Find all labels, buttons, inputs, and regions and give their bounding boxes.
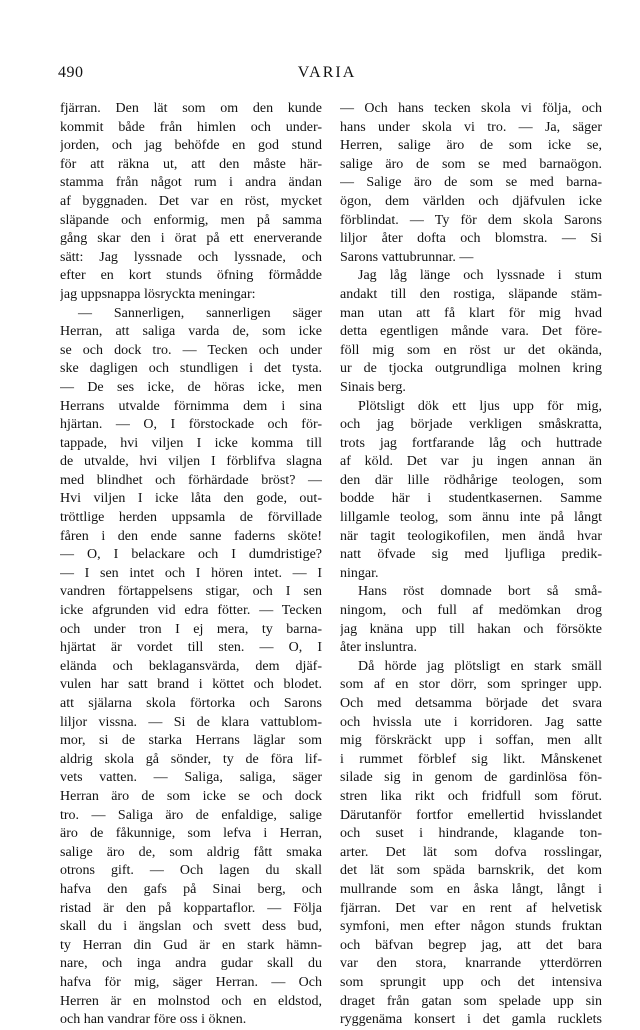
right-column-text-line: — Och hans tecken skola vi följa, och	[340, 101, 602, 116]
right-column-text-line: symfoni, men efter någon stunds fruktan	[340, 919, 602, 935]
left-column-text-line: Herren är en molnstod och en eldstod,	[60, 993, 322, 1009]
right-column-text-line: och suset i hindrande, klagande ton-	[340, 826, 602, 842]
left-text-column	[60, 100, 322, 1030]
left-column-text-line: tappade, hvi viljen I icke komma till	[60, 435, 322, 451]
left-column-text-line: — I sen intet och I hören intet. — I	[60, 565, 322, 581]
left-column-text-line: vets vatten. — Saliga, saliga, säger	[60, 770, 322, 786]
left-column-text-line: liljor vissna. — Si de klara vattublom-	[60, 714, 322, 730]
right-column-text-line: och bäfvan begrep jag, att det bara	[340, 937, 602, 953]
left-column-text-line: jorden, och jag behöfde en god stund	[60, 138, 322, 154]
right-column-text-line: silade sig in genom de gardinlösa fön-	[340, 770, 602, 786]
right-column-text-line: den där lille rödhårige teologen, som	[340, 472, 602, 488]
left-column-text-line: släpande och enformig, men på samma	[60, 212, 322, 228]
right-column-text-line: Och med detsamma började det svara	[340, 696, 602, 711]
left-column-text-line: ty Herran din Gud är en stark hämn-	[60, 937, 322, 953]
right-column-text-line: åter insluntra.	[340, 640, 417, 656]
left-column-text-line: nare, och inga andra gudar skall du	[60, 956, 322, 972]
right-column-text-line: var den stora, knarrande ytterdörren	[340, 956, 602, 972]
left-column-text-line: Herrans utvalde förnimma dem i sina	[60, 398, 322, 414]
left-column-text-line: att själarna skola förtorka och Sarons	[60, 696, 322, 711]
right-column-text-line: Då hörde jag plötsligt en stark smäll	[358, 658, 602, 674]
right-column-text-line: hans under skola vi tro. — Ja, säger	[340, 119, 602, 135]
left-column-text-line: hafva för mig, säger Herran. — Och	[60, 974, 322, 990]
right-text-column	[340, 100, 602, 1030]
right-column-text-line: och hvissla ute i korridoren. Jag satte	[340, 714, 602, 730]
right-column-text-line: salige äro de som se med barnaögon.	[340, 156, 602, 172]
right-column-text-line: ningar.	[340, 565, 379, 581]
right-column-text-line: Därutanför fortfor emellertid hvisslandet	[340, 807, 602, 823]
running-title: VARIA	[297, 64, 357, 81]
right-column-text-line: — Salige äro de som se med barna-	[340, 175, 602, 191]
right-column-text-line: fjärran. Det var en rent af helvetisk	[340, 900, 602, 916]
right-column-text-line: lillgamle teolog, som ännu inte på långt	[340, 510, 602, 526]
right-column-text-line: af köld. Det var ju ingen annan än	[340, 454, 602, 470]
left-column-text-line: kommit både från himlen och under-	[60, 119, 322, 135]
right-column-text-line: Herren, salige äro de som icke se,	[340, 138, 602, 154]
page-number: 490	[58, 64, 84, 81]
page-header	[58, 64, 596, 86]
left-column-text-line: jag uppsnappa lösryckta meningar:	[60, 286, 256, 302]
right-column-text-line: Plötsligt dök ett ljus upp för mig,	[358, 398, 602, 414]
right-column-text-line: mullrande som en åska långt, långt i	[340, 881, 602, 897]
left-column-text-line: salige äro de, som aldrig fått smaka	[60, 844, 322, 860]
left-column-text-line: hafva den gafs på Sinai berg, och	[60, 881, 322, 897]
right-column-text-line: man utan att få klart för mig hvad	[340, 305, 602, 321]
left-column-text-line: — De ses icke, de höras icke, men	[60, 379, 322, 395]
left-column-text-line: tro. — Saliga äro de enfaldige, salige	[60, 807, 322, 823]
right-column-text-line: förblindat. — Ty för dem skola Sarons	[340, 212, 602, 228]
left-column-text-line: stamma från något rum i andra ändan	[60, 175, 322, 191]
left-column-text-line: äro de fåkunnige, som lefva i Herran,	[60, 826, 322, 842]
left-column-text-line: hjärtat är vordet till sten. — O, I	[60, 640, 322, 656]
left-column-text-line: de utvalde, hvi viljen I förblifva slagna	[60, 454, 322, 470]
left-column-text-line: — Sannerligen, sannerligen säger	[78, 305, 322, 321]
left-column-text-line: vulen har satt brand i köttet och blodet.	[60, 677, 322, 693]
left-column-text-line: och han vandrar före oss i öknen.	[60, 1012, 247, 1028]
left-column-text-line: hjärtan. — O, I förstockade och för-	[60, 417, 322, 433]
left-column-text-line: Herran äro de som icke se och dock	[60, 788, 322, 804]
right-column-text-line: och jag började verkligen småskratta,	[340, 417, 602, 433]
right-column-text-line: Sinais berg.	[340, 379, 406, 395]
right-column-text-line: stren lika rikt och fridfull som förut.	[340, 788, 602, 804]
right-column-text-line: ningom, och full af medömkan drog	[340, 603, 602, 619]
right-column-text-line: bodde här i studentkasernen. Samme	[340, 491, 602, 507]
right-column-text-line: föll mig som en röst ur det okända,	[340, 342, 602, 358]
left-column-text-line: ske dagligen och stundligen i det tysta.	[60, 361, 322, 377]
right-column-text-line: Sarons vattubrunnar. —	[340, 249, 474, 265]
left-column-text-line: gång skar den i örat på ett enerverande	[60, 231, 322, 247]
left-column-text-line: otrons gift. — Och lagen du skall	[60, 863, 322, 879]
left-column-text-line: skall du i ängslan och svett dess bud,	[60, 919, 322, 935]
right-column-text-line: natt öfvade sig med ljufliga predik-	[340, 547, 602, 563]
left-column-text-line: Hvi viljen I icke låta den gode, out-	[60, 491, 322, 507]
right-column-text-line: i rummet förblef sig likt. Månskenet	[340, 751, 602, 767]
right-column-text-line: liljor åter dofta och blomstra. — Si	[340, 231, 602, 247]
right-column-text-line: det lät som späda barnskrik, det kom	[340, 863, 602, 879]
right-column-text-line: ryggenäma konsert i det gamla rucklets	[340, 1012, 602, 1028]
left-column-text-line: efter en kort stunds öfning förmådde	[60, 268, 322, 284]
right-column-text-line: detta egentligen månde vara. Det före-	[340, 324, 602, 340]
left-column-text-line: för att räkna ut, att den måste här-	[60, 156, 322, 172]
right-column-text-line: mig förskräckt upp i soffan, men allt	[340, 733, 602, 749]
left-column-text-line: och under tron I ej mera, ty barna-	[60, 621, 322, 637]
right-column-text-line: Hans röst domnade bort så små-	[358, 584, 602, 600]
right-column-text-line: draget från gatan som spelade upp sin	[340, 993, 602, 1009]
left-column-text-line: mor, si de starka Herrans läglar som	[60, 733, 322, 749]
right-column-text-line: arter. Det lät som dofva rosslingar,	[340, 844, 602, 860]
left-column-text-line: aldrig skola gå sönder, ty de föra lif-	[60, 751, 322, 767]
right-column-text-line: ur de tjocka outgrundliga molnen kring	[340, 361, 602, 377]
right-column-text-line: när tagit teologikofilen, men ändå hvar	[340, 528, 602, 544]
left-column-text-line: sätt: Jag lyssnade och lyssnade, och	[60, 249, 322, 265]
left-column-text-line: icke afgrunden vid edra fötter. — Tecken	[60, 603, 322, 619]
right-column-text-line: andakt till den rostiga, släpande stäm-	[340, 286, 602, 302]
right-column-text-line: Jag låg länge och lyssnade i stum	[358, 268, 602, 284]
left-column-text-line: fåren i den ende sanne faderns sköte!	[60, 528, 322, 544]
left-column-text-line: Herran, att saliga varda de, som icke	[60, 324, 322, 340]
left-column-text-line: ristad är den på koppartaflor. — Följa	[60, 900, 322, 916]
left-column-text-line: fjärran. Den lät som om den kunde	[60, 101, 322, 116]
right-column-text-line: jag knäna upp till hakan och försökte	[340, 621, 602, 637]
left-column-text-line: vandren förtappelsens stigar, och I sen	[60, 584, 322, 600]
left-column-text-line: tröttlige herden uppsamla de förvillade	[60, 510, 322, 526]
left-column-text-line: se och dock tro. — Tecken och under	[60, 342, 322, 358]
right-column-text-line: trots jag fortfarande låg och huttrade	[340, 435, 602, 451]
left-column-text-line: af byggnaden. Det var en röst, mycket	[60, 193, 322, 209]
left-column-text-line: elända och beklagansvärda, dem djäf-	[60, 658, 322, 674]
right-column-text-line: som sprungit upp och det intensiva	[340, 974, 602, 990]
left-column-text-line: med blindhet och förhärdade bröst? —	[60, 472, 322, 488]
right-column-text-line: som af en stor dörr, som springer upp.	[340, 677, 602, 693]
right-column-text-line: ögon, dem världen och djäfvulen icke	[340, 193, 602, 209]
left-column-text-line: — O, I belackare och I dumdristige?	[60, 547, 322, 563]
